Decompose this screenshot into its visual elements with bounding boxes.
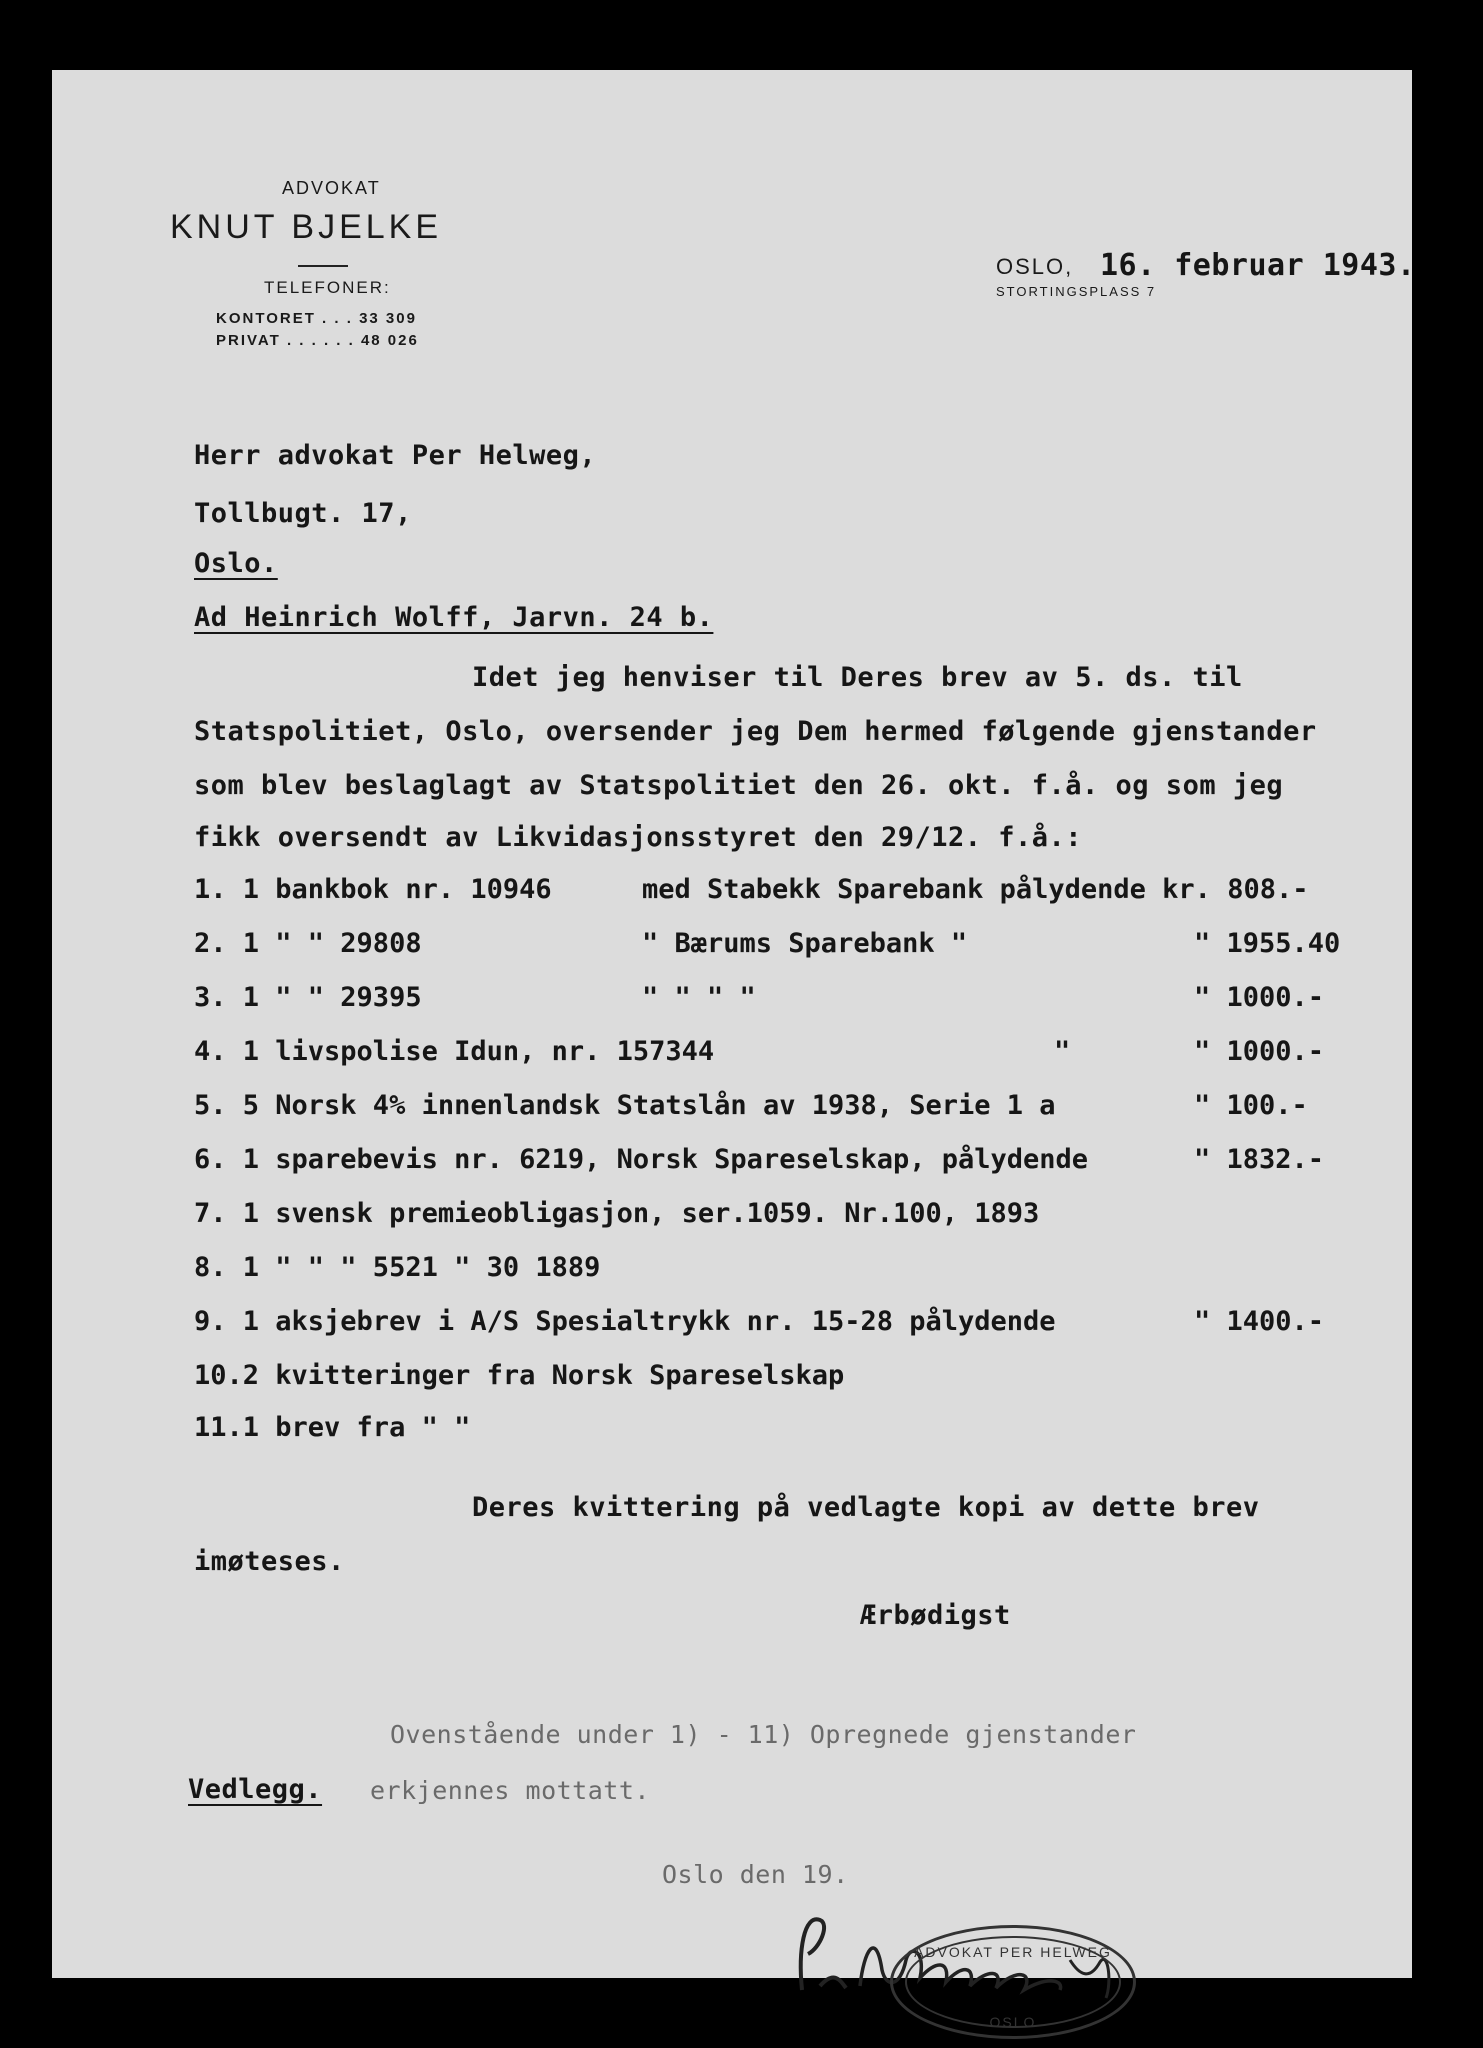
letter-date: 16. februar 1943.	[1100, 248, 1416, 283]
phones-label: TELEFONER:	[264, 278, 391, 297]
phone-office: KONTORET . . . 33 309	[216, 310, 417, 327]
phone-private: PRIVAT . . . . . . 48 026	[216, 332, 419, 349]
body-line-3: som blev beslaglagt av Statspolitiet den 26. okt. f.å. og som jeg	[194, 770, 1284, 801]
body-line-4: fikk oversendt av Likvidasjonsstyret den 29/12. f.å.:	[194, 822, 1083, 853]
body-line-2: Statspolitiet, Oslo, oversender jeg Dem hermed følgende gjenstander	[194, 716, 1317, 747]
enclosure-label: Vedlegg.	[188, 1774, 323, 1805]
subject-line: Ad Heinrich Wolff, Jarvn. 24 b.	[194, 602, 714, 633]
lawyer-stamp: ADVOKAT PER HELWEG OSLO	[890, 1925, 1136, 2039]
recipient-line-1: Herr advokat Per Helweg,	[194, 440, 597, 471]
sign-off: Ærbødigst	[860, 1600, 1011, 1631]
closing-line-1: Deres kvittering på vedlagte kopi av dette brev	[472, 1492, 1260, 1523]
letterhead-name: KNUT BJELKE	[170, 208, 443, 246]
recipient-line-3: Oslo.	[194, 548, 278, 579]
receipt-line-1: Ovenstående under 1) - 11) Opregnede gjenstander	[390, 1720, 1137, 1749]
office-address: STORTINGSPLASS 7	[996, 284, 1157, 299]
letter-page: ADVOKAT KNUT BJELKE TELEFONER: KONTORET . . . 33 309 PRIVAT . . . . . . 48 026 OSLO, 16. februar 1943. STORTINGSPLASS 7 Herr advokat Per Helweg, Tollbugt. 17, Oslo. Ad Heinrich Wolff, Jarvn. 24 b. Idet jeg henviser til Deres brev av 5. ds. til Statspolitiet, Oslo, oversender jeg Dem hermed følgende gjenstander som blev beslaglagt av Statspolitiet den 26. okt. f.å. og som jeg fikk oversendt av Likvidasjonsstyret den 29/12. f.å.: 1. 1 bankbok nr. 10946 med Stabekk Sparebank pålydende kr. 808.- 2. 1 " " 29808 " Bærums Sparebank " " 1955.40 3. 1 " " 29395 " " " " " 1000.- 4. 1 livspolise Idun, nr. 157344 " " 1000.- 5. 5 Norsk 4% innenlandsk Statslån av 1938, Serie 1 a " 100.- 6. 1 sparebevis nr. 6219, Norsk Spareselskap, pålydende " 1832.- 7. 1 svensk premieobligasjon, ser.1059. Nr.100, 1893 8. 1 " " " 5521 " 30 1889 9. 1 aksjebrev i A/S Spesialtrykk nr. 15-28 pålydende " 1400.- 10.2 kvitteringer fra Norsk Spareselskap 11.1 brev fra " " Deres kvittering på vedlagte kopi av dette brev imøteses. Ærbødigst Ovenstående under 1) - 11) Opregnede gjenstander Vedlegg. erkjennes mottatt. Oslo den 19. ADVOKAT PER HELWEG OSLO	[52, 70, 1412, 1978]
receipt-line-3: Oslo den 19.	[662, 1860, 849, 1889]
recipient-line-2: Tollbugt. 17,	[194, 498, 412, 529]
place-label: OSLO,	[996, 254, 1074, 279]
letterhead-rule	[298, 265, 348, 267]
receipt-line-2: erkjennes mottatt.	[370, 1776, 650, 1805]
letterhead-title: ADVOKAT	[282, 178, 381, 198]
closing-line-2: imøteses.	[194, 1546, 345, 1577]
body-line-1: Idet jeg henviser til Deres brev av 5. ds. til	[472, 662, 1243, 693]
